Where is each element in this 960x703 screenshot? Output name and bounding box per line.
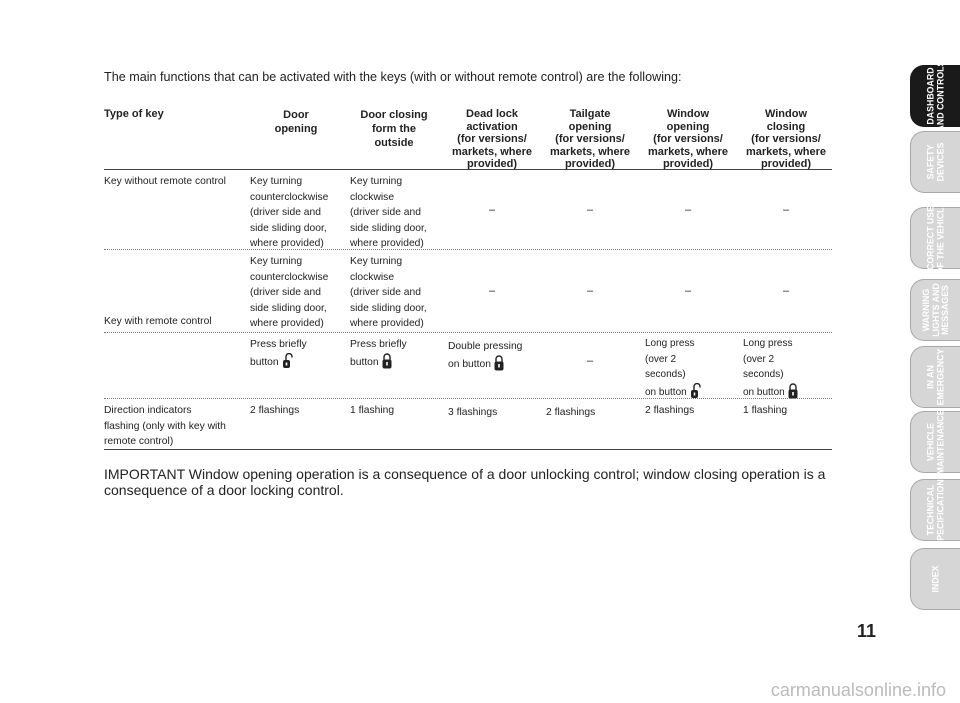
tab-label: INDEX [929,565,940,593]
header-type-of-key: Type of key [104,108,164,120]
row3-window-closing-text: Long press (over 2 seconds) on button [743,338,793,398]
row1-door-opening: Key turning counterclockwise (driver side and side sliding door, where provided) [250,176,329,249]
tab-technical-specifications[interactable] [910,473,960,547]
row2-tailgate: – [586,285,594,297]
row2-type: Key with remote control [104,316,212,327]
row4-window-opening: 2 flashings [645,405,695,416]
row3-window-opening [645,336,702,400]
row1-tailgate: – [586,204,594,216]
row3-door-closing-text: Press briefly button [350,339,407,368]
row3-door-closing [350,336,407,371]
tab-correct-use[interactable] [910,201,960,275]
row3-dead-lock-text: Double pressing on button [448,341,523,370]
tab-label: SAFETY DEVICES [925,142,945,182]
row4-type: Direction indicators flashing (only with key with remote control) [104,405,226,447]
row1-window-opening: – [684,204,692,216]
header-tailgate: Tailgate opening (for versions/ markets, where provided) [549,108,631,170]
row3-window-closing [743,336,798,400]
tab-label: CORRECT USE OF THE VEHICLE [925,201,945,275]
row3-tailgate: – [586,355,594,367]
intro-text: The main functions that can be activated with the keys (with or without remote control) are the following: [104,70,682,84]
lock-icon [382,353,392,369]
tab-safety-devices[interactable] [910,131,960,193]
row4-door-opening: 2 flashings [250,405,300,416]
unlock-icon [690,383,702,399]
unlock-icon [282,353,294,369]
important-note: IMPORTANT Window opening operation is a consequence of a door unlocking control; window closing operation is a consequence of a door locking control. [104,466,826,498]
row3-window-opening-text: Long press (over 2 seconds) on button [645,338,695,398]
header-door-opening: Door opening [274,109,318,135]
page-number: 11 [857,621,877,641]
header-window-closing: Window closing (for versions/ markets, where provided) [745,108,827,170]
tab-label: DASHBOARD AND CONTROLS [925,60,945,132]
row1-window-closing: – [782,204,790,216]
tab-index[interactable] [910,548,960,610]
row2-window-closing: – [782,285,790,297]
header-dead-lock: Dead lock activation (for versions/ markets, where provided) [451,108,533,170]
row2-door-closing: Key turning clockwise (driver side and side sliding door, where provided) [350,256,427,329]
tab-warning-lights[interactable] [910,279,960,341]
row1-dead-lock: – [488,204,496,216]
row4-dead-lock: 3 flashings [448,407,498,418]
row1-type: Key without remote control [104,176,226,187]
row2-door-opening: Key turning counterclockwise (driver side and side sliding door, where provided) [250,256,329,329]
row1-door-closing: Key turning clockwise (driver side and side sliding door, where provided) [350,176,427,249]
header-rule [104,169,832,170]
table-bottom-rule [104,449,832,450]
tab-label: VEHICLE MAINTENANCE [925,409,945,475]
row4-tailgate: 2 flashings [546,407,596,418]
row2-dead-lock: – [488,285,496,297]
row4-door-closing: 1 flashing [350,405,395,416]
header-window-opening: Window opening (for versions/ markets, where provided) [647,108,729,170]
row4-window-closing: 1 flashing [743,405,788,416]
lock-icon [788,383,798,399]
row-divider [104,249,832,250]
lock-icon [494,355,504,371]
tab-vehicle-maintenance[interactable] [910,411,960,473]
footer-watermark: carmanualsonline.info [770,680,946,700]
row3-door-opening-text: Press briefly button [250,339,307,368]
row-divider [104,398,832,399]
tab-label: IN AN EMERGENCY [925,348,945,406]
tab-label: WARNING LIGHTS AND MESSAGES [920,283,950,337]
tab-label: TECHNICAL SPECIFICATIONS [925,473,945,547]
row-divider [104,332,832,333]
tab-in-an-emergency[interactable] [910,346,960,408]
header-door-closing: Door closing form the outside [360,109,428,149]
row2-window-opening: – [684,285,692,297]
tab-dashboard-and-controls[interactable] [910,60,960,132]
row3-door-opening [250,336,307,371]
row3-dead-lock [448,338,522,373]
